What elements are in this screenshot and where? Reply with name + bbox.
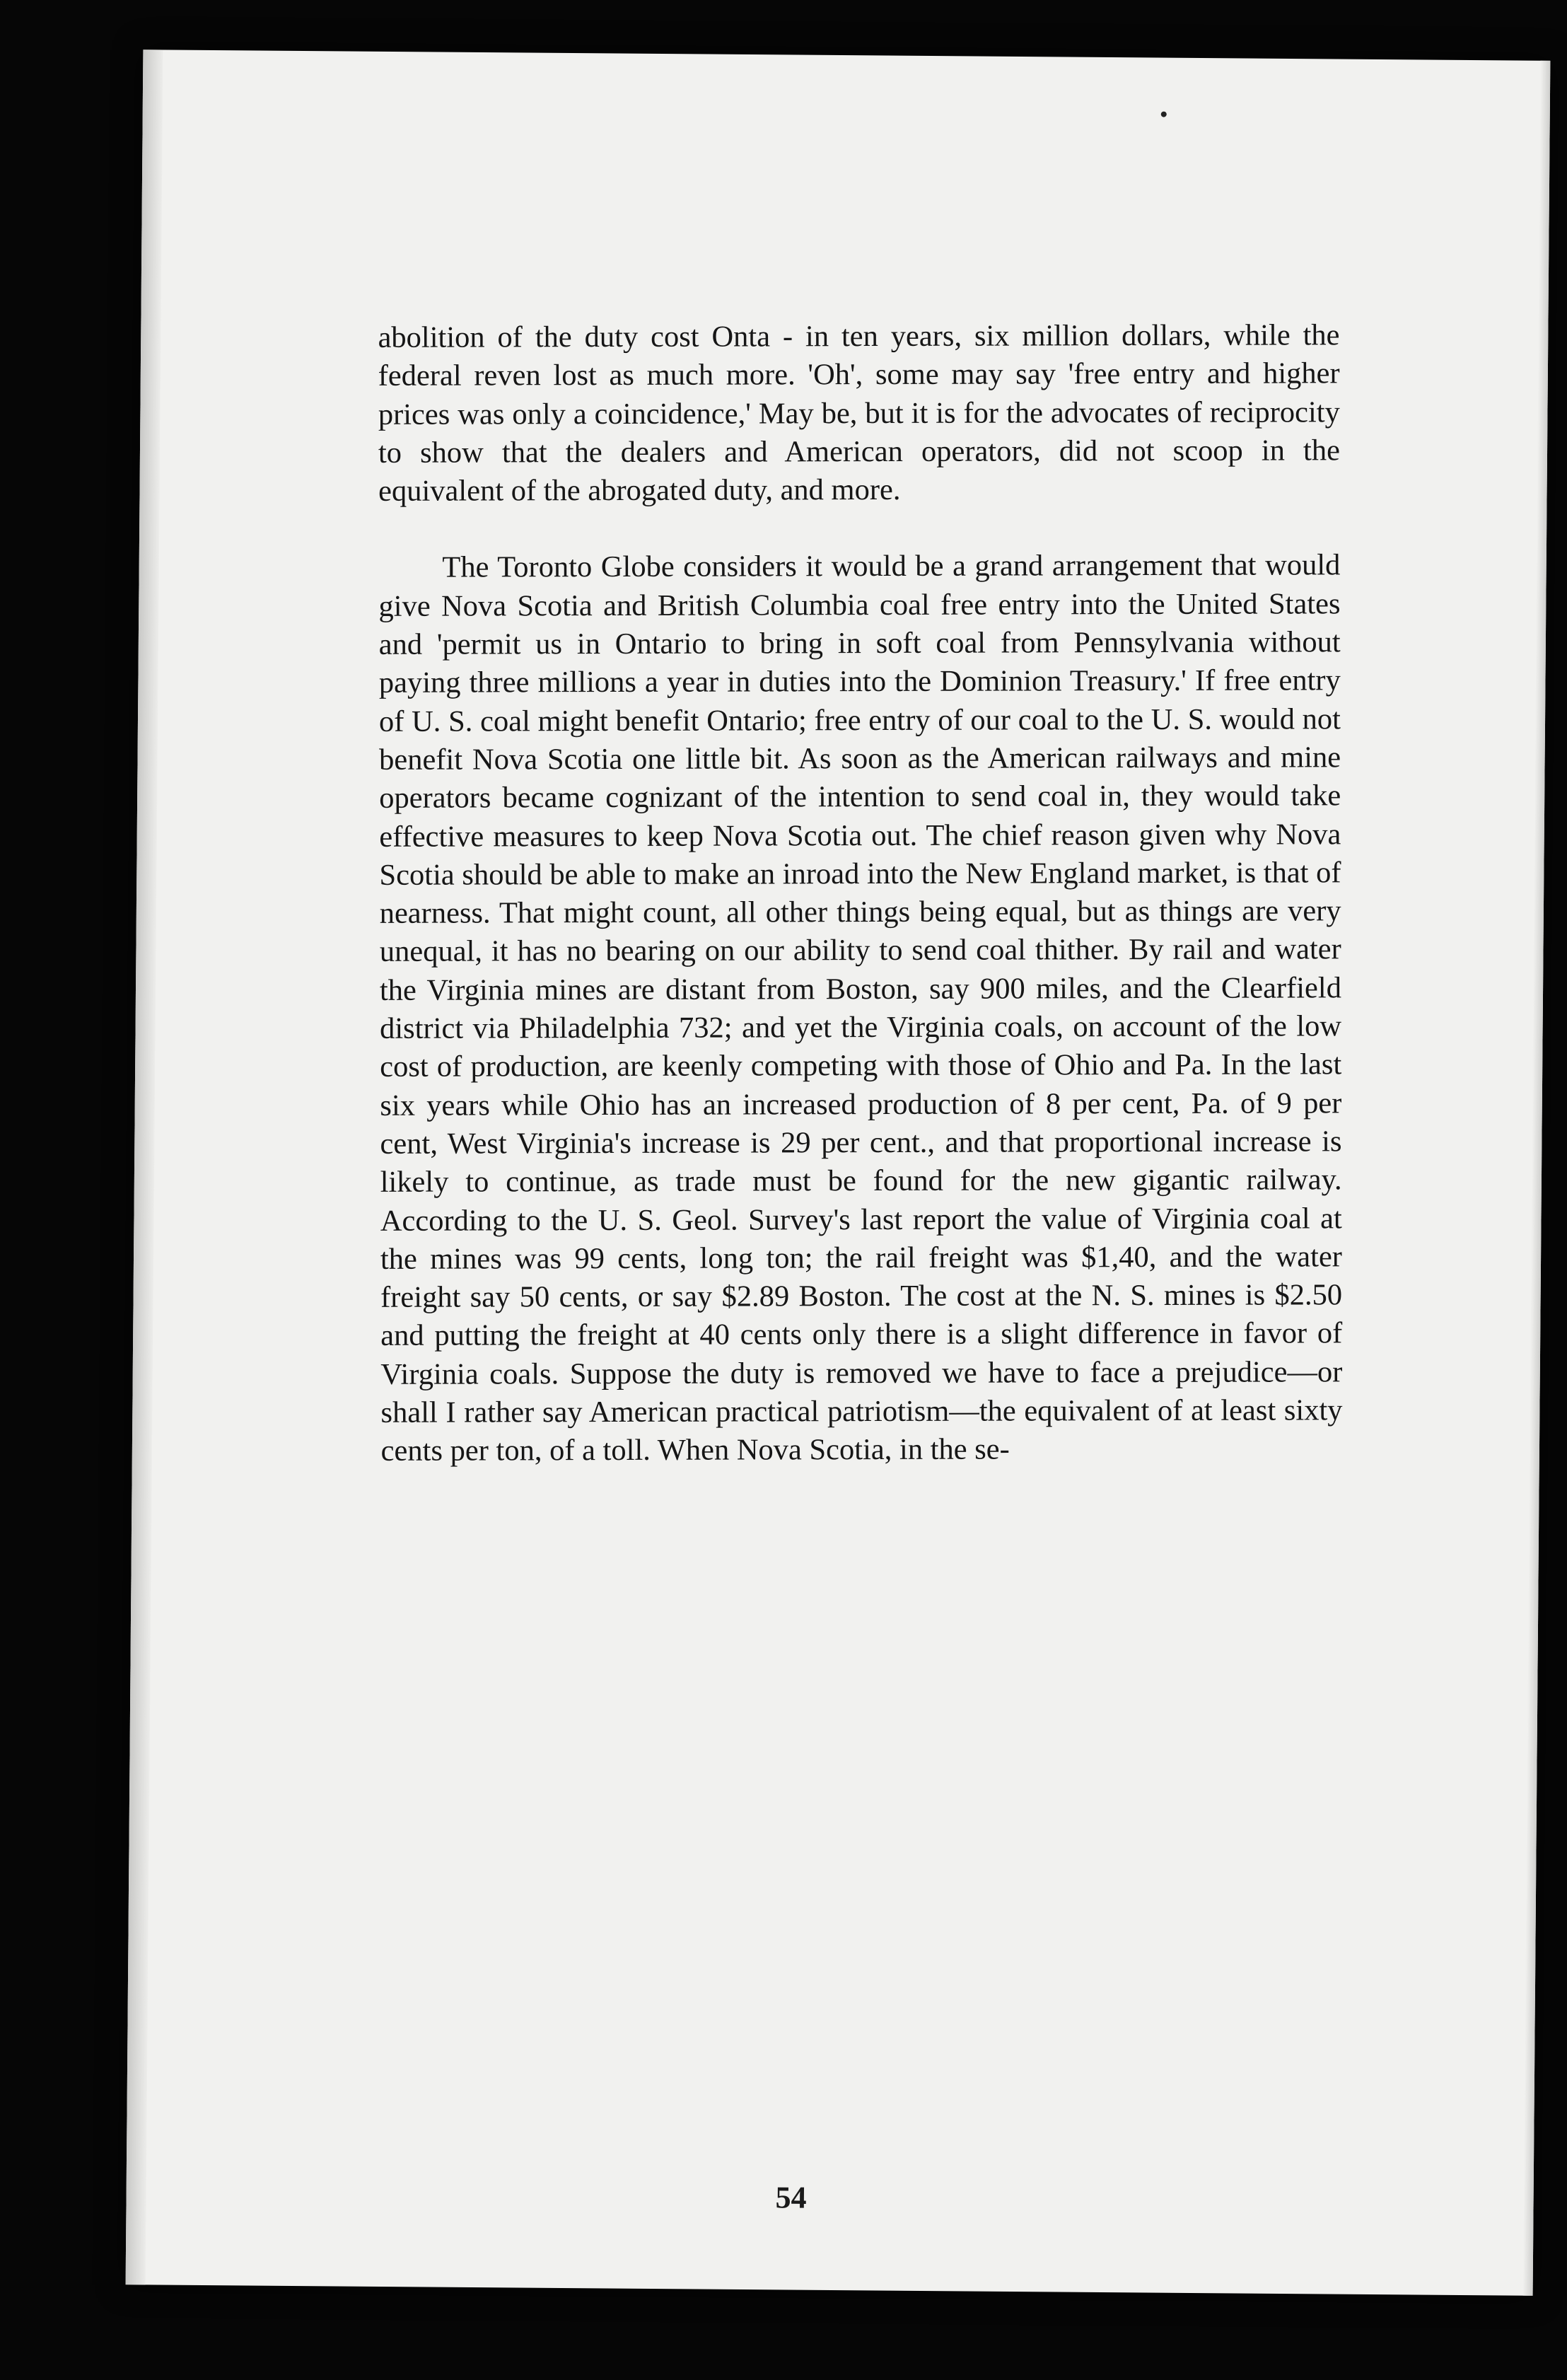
paragraph-1 [378,316,1340,511]
paragraph-2 [378,547,1342,1471]
paragraph-2-text: The Toronto Globe considers it would be a grand arrangement that would give Nova Scotia and British Columbia coal free entry into the United States and 'permit us in Ontario to bring in soft coal from Pennsylvania without paying three millions a year in duties into the Dominion Treasury.' If free entry of U. S. coal might benefit Ontario; free entry of our coal to the U. S. would not benefit Nova Scotia one little bit. As soon as the American railways and mine operators became cognizant of the intention to send coal in, they would take effective measures to keep Nova Scotia out. The chief reason given why Nova Scotia should be able to make an inroad into the New England market, is that of nearness. That might count, all other things being equal, but as things are very unequal, it has no bearing on our ability to send coal thither. By rail and water the Virginia mines are distant from Boston, say 900 miles, and the Clearfield district via Philadelphia 732; and yet the Virginia coals, on account of the low cost of production, are keenly competing with those of Ohio and Pa. In the last six years while Ohio has an increased production of 8 per cent, Pa. of 9 per cent, West Virginia's increase is 29 per cent., and that proportional increase is likely to continue, as trade must be found for the new gigantic railway. According to the U. S. Geol. Survey's last report the value of Virginia coal at the mines was 99 cents, long ton; the rail freight was $1,40, and the water freight say 50 cents, or say $2.89 Boston. The cost at the N. S. mines is $2.50 and putting the freight at 40 cents only there is a slight difference in favor of Virginia coals. Suppose the duty is removed we have to face a prejudice—or shall I rather say American practical patriotism—the equivalent of at least sixty cents per ton, of a toll. When Nova Scotia, in the se- [378,548,1343,1468]
book-page [126,50,1551,2296]
page-gutter-shadow [126,50,163,2285]
page-number-text: 54 [775,2180,807,2215]
paragraph-1-text: abolition of the duty cost Onta - in ten years, six million dollars, while the federal reven lost as much more. 'Oh', some may say 'free entry and higher prices was only a coincidence,' May be, but it is for the advocates of reciprocity to show that the dealers and American operators, did not scoop in the equivalent of the abrogated duty, and more. [378,318,1341,509]
body-text [378,316,1342,1470]
page-number [126,2174,1533,2222]
page-edge-shadow [1523,61,1551,2296]
ink-speck [1161,112,1167,117]
